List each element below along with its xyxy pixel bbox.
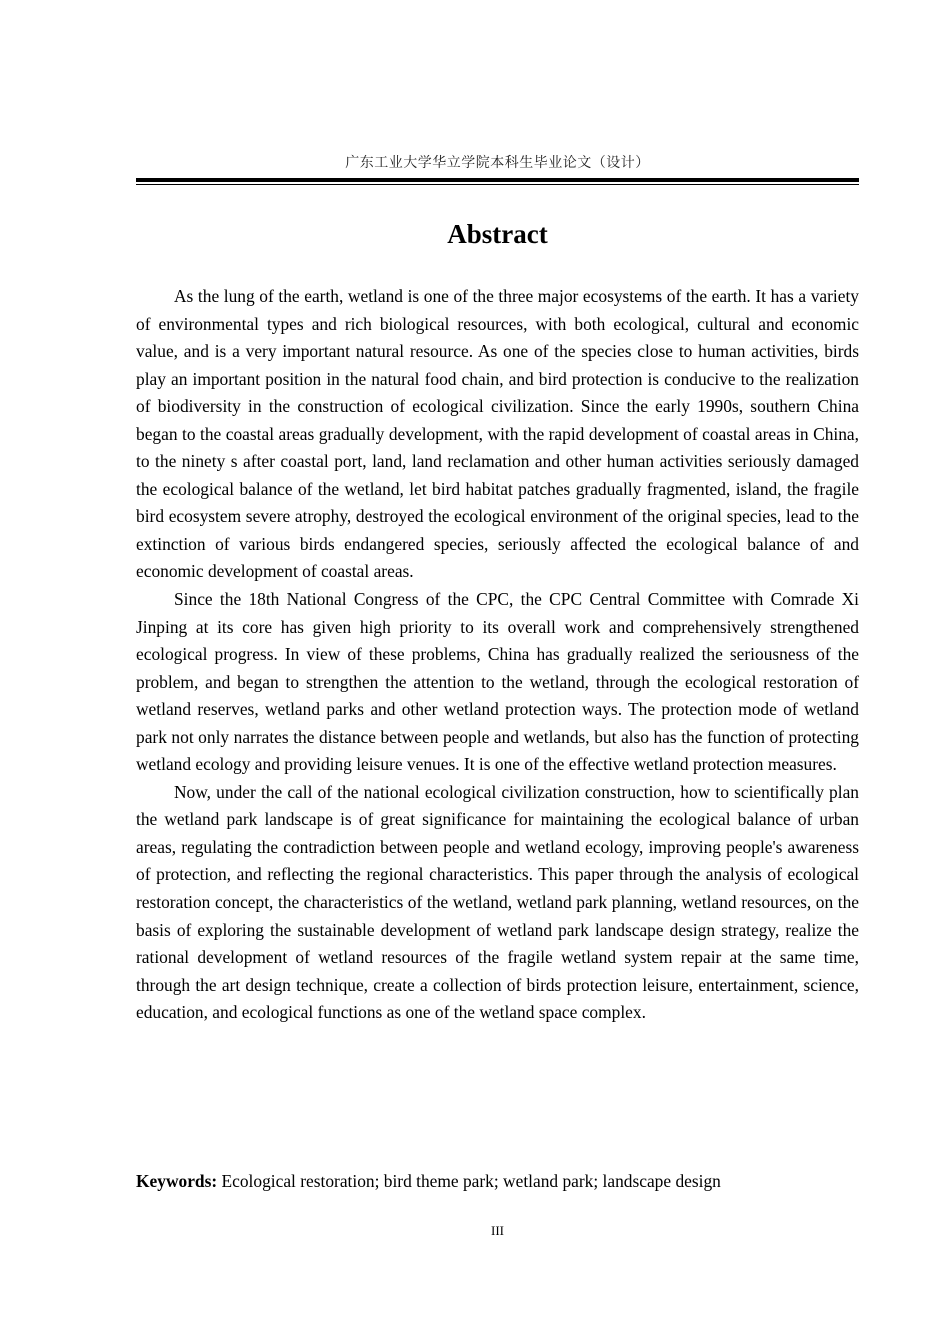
keywords-label: Keywords: (136, 1171, 218, 1191)
running-header: 广东工业大学华立学院本科生毕业论文（设计） (345, 155, 650, 171)
abstract-paragraph-1: As the lung of the earth, wetland is one of the three major ecosystems of the earth. It has a variety of environmental types and rich biological resources, with both ecological, cultural and economic value, and is a very important natural resource. As one of the species close to human activities, birds play an important position in the natural food chain, and bird protection is conducive to the realization of biodiversity in the construction of ecological civilization. Since the early 1990s, southern China began to the coastal areas gradually development, with the rapid development of coastal areas in China, to the ninety s after coastal port, land, land reclamation and other human activities seriously damaged the ecological balance of the wetland, let bird habitat patches gradually fragmented, island, the fragile bird ecosystem severe atrophy, destroyed the ecological environment of the original species, lead to the extinction of various birds endangered species, seriously affected the ecological balance of and economic development of coastal areas. (136, 286, 859, 582)
keywords-line (136, 1168, 859, 1195)
abstract-body (136, 283, 859, 1027)
abstract-paragraph-2: Since the 18th National Congress of the CPC, the CPC Central Committee with Comrade Xi Jinping at its core has given high priority to its overall work and comprehensively strengthened ecological progress. In view of these problems, China has gradually realized the seriousness of the problem, and began to strengthen the attention to the wetland, through the ecological restoration of wetland reserves, wetland parks and other wetland protection ways. The protection mode of wetland park not only narrates the distance between people and wetlands, but also has the function of protecting wetland ecology and providing leisure venues. It is one of the effective wetland protection measures. (136, 589, 859, 775)
abstract-title: Abstract (447, 219, 548, 249)
page-number: III (491, 1223, 504, 1238)
keywords-text: Ecological restoration; bird theme park; wetland park; landscape design (221, 1171, 721, 1191)
header-rule-thick (136, 178, 859, 182)
abstract-paragraph-3: Now, under the call of the national ecological civilization construction, how to scientifically plan the wetland park landscape is of great significance for maintaining the ecological balance of urban areas, regulating the contradiction between people and wetland ecology, improving people's awareness of protection, and reflecting the regional characteristics. This paper through the analysis of ecological restoration concept, the characteristics of the wetland, wetland park planning, wetland resources, on the basis of exploring the sustainable development of wetland park landscape design strategy, realize the rational development of wetland resources of the fragile wetland system repair at the same time, through the art design technique, create a collection of birds protection leisure, entertainment, science, education, and ecological functions as one of the wetland space complex. (136, 781, 859, 1023)
header-rule-thin (136, 184, 859, 185)
